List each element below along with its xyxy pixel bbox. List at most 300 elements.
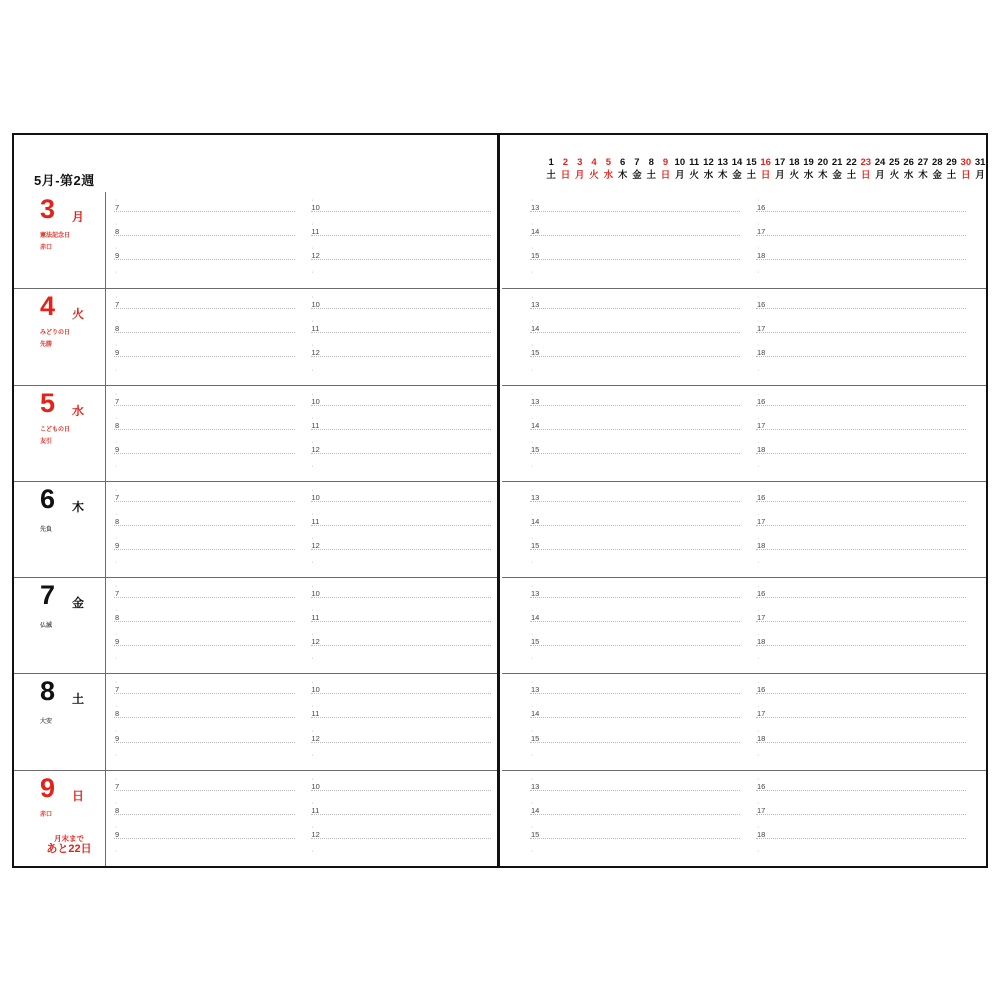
month-strip-day[interactable]	[887, 157, 901, 182]
hour-slot[interactable]	[106, 747, 303, 771]
hour-slot[interactable]	[303, 698, 500, 722]
hour-slot[interactable]	[106, 506, 303, 530]
hour-slot[interactable]	[522, 240, 748, 264]
day-header	[14, 482, 106, 577]
hour-slot[interactable]	[522, 626, 748, 650]
write-line	[756, 501, 966, 502]
hour-slot[interactable]	[522, 337, 748, 361]
hour-slot[interactable]	[748, 240, 974, 264]
month-strip-date: 11	[689, 157, 700, 168]
month-strip-weekday: 火	[589, 170, 599, 181]
hour-slot[interactable]	[303, 795, 500, 819]
hour-slot[interactable]	[748, 313, 974, 337]
write-line	[114, 838, 295, 839]
hour-slot[interactable]	[303, 482, 500, 506]
half-hour-dot: ·	[531, 607, 534, 615]
write-line	[756, 332, 966, 333]
left-page	[14, 135, 499, 866]
day-rokuyou-label: 先勝	[40, 342, 53, 349]
hour-slot[interactable]	[522, 698, 748, 722]
write-line	[756, 356, 966, 357]
hour-column	[522, 482, 748, 577]
hour-slot[interactable]	[303, 216, 500, 240]
write-line	[114, 501, 295, 502]
write-line	[530, 717, 740, 718]
write-line	[311, 405, 492, 406]
hour-slot[interactable]	[522, 434, 748, 458]
hour-slot[interactable]	[106, 722, 303, 746]
hour-slot[interactable]	[106, 698, 303, 722]
hour-slot[interactable]	[748, 578, 974, 602]
day-slot-area	[106, 289, 499, 384]
write-line	[756, 211, 966, 212]
day-header	[14, 771, 106, 866]
half-hour-dot: ·	[115, 294, 118, 302]
month-strip-weekday: 月	[775, 170, 785, 181]
month-strip-date: 15	[746, 157, 757, 168]
day-row-continuation[interactable]	[502, 770, 986, 866]
half-hour-dot: ·	[311, 655, 314, 663]
month-strip-day[interactable]	[859, 157, 873, 182]
day-slot-area	[106, 578, 499, 673]
hour-slot[interactable]	[106, 192, 303, 216]
day-number: 9	[40, 772, 56, 803]
hour-slot[interactable]	[303, 771, 500, 795]
half-hour-dot: ·	[311, 245, 314, 253]
hour-slot[interactable]	[522, 747, 748, 771]
day-number: 3	[40, 194, 56, 224]
hour-slot[interactable]	[522, 482, 748, 506]
month-strip-day[interactable]	[959, 157, 973, 182]
month-strip-weekday: 日	[560, 170, 571, 181]
hour-slot[interactable]	[748, 410, 974, 434]
hour-column	[303, 578, 500, 673]
hour-slot[interactable]	[748, 530, 974, 554]
hour-label: 13	[531, 781, 540, 791]
hour-slot[interactable]	[303, 434, 500, 458]
hour-label: 16	[757, 781, 766, 791]
day-header	[14, 386, 106, 481]
half-hour-dot: ·	[757, 703, 760, 711]
hour-slot[interactable]	[522, 819, 748, 843]
hour-slot[interactable]	[522, 650, 748, 674]
hour-slot[interactable]	[748, 674, 974, 698]
hour-slot[interactable]	[522, 386, 748, 410]
hour-slot[interactable]	[748, 554, 974, 578]
hour-label: 7	[115, 589, 120, 599]
hour-slot[interactable]	[303, 530, 500, 554]
half-hour-dot: ·	[531, 703, 534, 711]
write-line	[530, 405, 740, 406]
month-strip-day[interactable]	[801, 157, 815, 182]
hour-slot[interactable]	[303, 264, 500, 288]
month-strip-date: 1	[548, 157, 554, 168]
hour-slot[interactable]	[522, 458, 748, 482]
month-strip-day[interactable]	[573, 157, 587, 182]
hour-column	[522, 386, 748, 481]
hour-slot[interactable]	[106, 386, 303, 410]
month-strip-date: 13	[717, 157, 729, 168]
hour-slot[interactable]	[522, 289, 748, 313]
hour-label: 17	[757, 420, 766, 430]
day-slot-area	[522, 192, 974, 288]
half-hour-dot: ·	[311, 559, 314, 567]
month-strip-day[interactable]	[587, 157, 601, 182]
day-row-continuation[interactable]	[502, 385, 986, 481]
hour-label: 18	[757, 348, 766, 358]
hour-slot[interactable]	[522, 554, 748, 578]
month-strip-day[interactable]	[601, 157, 615, 182]
write-line	[530, 645, 740, 646]
hour-slot[interactable]	[748, 434, 974, 458]
half-hour-dot: ·	[531, 390, 534, 398]
hour-slot[interactable]	[303, 192, 500, 216]
hour-slot[interactable]	[522, 192, 748, 216]
write-line	[311, 621, 492, 622]
hour-label: 16	[757, 685, 766, 695]
day-row[interactable]	[14, 481, 499, 577]
day-row-continuation[interactable]	[502, 288, 986, 384]
hour-slot[interactable]	[303, 722, 500, 746]
hour-column	[748, 386, 974, 481]
hour-slot[interactable]	[522, 578, 748, 602]
month-strip-day[interactable]	[902, 157, 916, 182]
month-strip-date: 12	[703, 157, 714, 168]
month-strip-day[interactable]	[944, 157, 958, 182]
half-hour-dot: ·	[311, 486, 314, 494]
hour-label: 18	[757, 444, 766, 454]
write-line	[530, 356, 740, 357]
half-hour-dot: ·	[115, 269, 118, 277]
hour-slot[interactable]	[106, 819, 303, 843]
hour-slot[interactable]	[522, 313, 748, 337]
hour-slot[interactable]	[106, 602, 303, 626]
hour-column	[106, 482, 303, 577]
write-line	[530, 308, 740, 309]
hour-slot[interactable]	[106, 771, 303, 795]
half-hour-dot: ·	[531, 559, 534, 567]
half-hour-dot: ·	[531, 583, 534, 591]
hour-slot[interactable]	[106, 650, 303, 674]
half-hour-dot: ·	[757, 390, 760, 398]
half-hour-dot: ·	[757, 462, 760, 470]
half-hour-dot: ·	[757, 294, 760, 302]
hour-slot[interactable]	[303, 674, 500, 698]
hour-label: 10	[311, 589, 320, 599]
hour-slot[interactable]	[303, 313, 500, 337]
month-strip-day[interactable]	[701, 157, 715, 182]
hour-label: 10	[311, 492, 320, 502]
hour-label: 10	[311, 396, 320, 406]
month-strip-date: 21	[831, 157, 843, 168]
month-strip-day[interactable]	[730, 157, 744, 182]
half-hour-dot: ·	[531, 799, 534, 807]
hour-slot[interactable]	[748, 722, 974, 746]
write-line	[114, 549, 295, 550]
day-row-continuation[interactable]	[502, 192, 986, 288]
month-strip-date: 29	[946, 157, 957, 168]
month-strip-day[interactable]	[658, 157, 672, 182]
month-strip-day[interactable]	[616, 157, 630, 182]
month-strip-date: 8	[648, 157, 654, 168]
day-row[interactable]	[14, 577, 499, 673]
hour-label: 11	[311, 709, 320, 719]
half-hour-dot: ·	[757, 510, 760, 518]
month-strip-weekday: 水	[603, 170, 614, 181]
month-strip-date: 4	[591, 157, 597, 168]
hour-slot[interactable]	[106, 626, 303, 650]
write-line	[311, 332, 492, 333]
month-strip-date: 9	[662, 157, 669, 168]
hour-slot[interactable]	[748, 819, 974, 843]
hour-label: 18	[757, 540, 766, 550]
write-line	[756, 717, 966, 718]
hour-label: 15	[531, 348, 540, 358]
month-strip-day[interactable]	[787, 157, 801, 182]
hour-slot[interactable]	[303, 843, 500, 867]
hour-slot[interactable]	[303, 650, 500, 674]
month-strip-day[interactable]	[744, 157, 758, 182]
write-line	[530, 259, 740, 260]
hour-slot[interactable]	[748, 458, 974, 482]
month-strip-day[interactable]	[759, 157, 773, 182]
month-strip-weekday: 木	[818, 170, 828, 181]
month-strip-date: 17	[774, 157, 786, 168]
half-hour-dot: ·	[531, 486, 534, 494]
hour-label: 13	[531, 685, 540, 695]
hour-label: 12	[311, 540, 320, 550]
hour-label: 16	[757, 396, 766, 406]
hour-slot[interactable]	[106, 410, 303, 434]
hour-label: 12	[311, 637, 320, 647]
month-strip-day[interactable]	[716, 157, 730, 182]
half-hour-dot: ·	[531, 197, 534, 205]
hour-label: 13	[531, 203, 540, 213]
hour-column	[303, 289, 500, 384]
half-hour-dot: ·	[757, 318, 760, 326]
day-row[interactable]	[14, 770, 499, 866]
day-rokuyou-label: 仏滅	[40, 623, 53, 630]
hour-slot[interactable]	[748, 289, 974, 313]
half-hour-dot: ·	[757, 775, 760, 783]
hour-slot[interactable]	[522, 795, 748, 819]
day-row[interactable]	[14, 673, 499, 769]
day-header	[14, 674, 106, 769]
hour-slot[interactable]	[303, 289, 500, 313]
month-strip-weekday: 日	[860, 170, 871, 181]
write-line	[311, 259, 492, 260]
write-line	[756, 693, 966, 694]
half-hour-dot: ·	[115, 438, 118, 446]
hour-slot[interactable]	[303, 361, 500, 385]
day-row[interactable]	[14, 192, 499, 288]
hour-slot[interactable]	[522, 602, 748, 626]
hour-slot[interactable]	[522, 530, 748, 554]
half-hour-dot: ·	[115, 197, 118, 205]
hour-slot[interactable]	[303, 506, 500, 530]
month-strip-date: 7	[634, 157, 640, 168]
half-hour-dot: ·	[531, 655, 534, 663]
half-hour-dot: ·	[531, 414, 534, 422]
hour-slot[interactable]	[522, 264, 748, 288]
hour-slot[interactable]	[106, 843, 303, 867]
day-row[interactable]	[14, 385, 499, 481]
month-strip-day[interactable]	[687, 157, 701, 182]
half-hour-dot: ·	[531, 510, 534, 518]
month-strip-day[interactable]	[830, 157, 844, 182]
hour-slot[interactable]	[106, 216, 303, 240]
hour-slot[interactable]	[748, 843, 974, 867]
hour-slot[interactable]	[303, 240, 500, 264]
hour-slot[interactable]	[748, 747, 974, 771]
write-line	[114, 790, 295, 791]
hour-slot[interactable]	[748, 602, 974, 626]
month-strip-day[interactable]	[630, 157, 644, 182]
hour-slot[interactable]	[106, 434, 303, 458]
write-line	[114, 356, 295, 357]
hour-slot[interactable]	[106, 240, 303, 264]
write-line	[756, 429, 966, 430]
hour-slot[interactable]	[522, 410, 748, 434]
month-strip-weekday: 金	[832, 170, 842, 181]
hour-slot[interactable]	[106, 264, 303, 288]
hour-slot[interactable]	[106, 578, 303, 602]
hour-slot[interactable]	[522, 722, 748, 746]
write-line	[530, 501, 740, 502]
month-strip-day[interactable]	[916, 157, 930, 182]
month-countdown	[36, 833, 102, 855]
hour-slot[interactable]	[303, 578, 500, 602]
hour-slot[interactable]	[748, 337, 974, 361]
month-strip-day[interactable]	[930, 157, 944, 182]
hour-slot[interactable]	[748, 216, 974, 240]
hour-slot[interactable]	[303, 386, 500, 410]
hour-slot[interactable]	[106, 795, 303, 819]
hour-slot[interactable]	[303, 458, 500, 482]
month-strip-day[interactable]	[673, 157, 687, 182]
half-hour-dot: ·	[311, 583, 314, 591]
day-row-continuation[interactable]	[502, 481, 986, 577]
write-line	[114, 235, 295, 236]
day-holiday-label: 憲法記念日	[40, 233, 71, 239]
hour-slot[interactable]	[748, 482, 974, 506]
hour-label: 18	[757, 733, 766, 743]
month-strip-date: 30	[960, 157, 972, 168]
hour-slot[interactable]	[748, 795, 974, 819]
hour-label: 15	[531, 733, 540, 743]
half-hour-dot: ·	[311, 799, 314, 807]
day-row-continuation[interactable]	[502, 577, 986, 673]
hour-slot[interactable]	[522, 361, 748, 385]
hour-slot[interactable]	[303, 337, 500, 361]
hour-slot[interactable]	[106, 313, 303, 337]
half-hour-dot: ·	[757, 438, 760, 446]
month-strip-date: 24	[874, 157, 886, 168]
hour-slot[interactable]	[106, 530, 303, 554]
hour-column	[748, 771, 974, 866]
hour-slot[interactable]	[303, 602, 500, 626]
day-weekday: 日	[72, 788, 85, 803]
hour-slot[interactable]	[303, 410, 500, 434]
hour-slot[interactable]	[522, 843, 748, 867]
month-strip-day[interactable]	[973, 157, 987, 182]
write-line	[530, 742, 740, 743]
hour-column	[106, 771, 303, 866]
hour-slot[interactable]	[522, 506, 748, 530]
hour-slot[interactable]	[748, 361, 974, 385]
hour-slot[interactable]	[303, 747, 500, 771]
hour-slot[interactable]	[522, 674, 748, 698]
write-line	[756, 259, 966, 260]
hour-slot[interactable]	[748, 264, 974, 288]
half-hour-dot: ·	[531, 631, 534, 639]
write-line	[311, 235, 492, 236]
half-hour-dot: ·	[115, 510, 118, 518]
hour-label: 8	[115, 227, 120, 237]
hour-slot[interactable]	[748, 506, 974, 530]
hour-label: 12	[311, 444, 320, 454]
right-day-rows	[502, 192, 986, 866]
hour-slot[interactable]	[106, 458, 303, 482]
hour-slot[interactable]	[748, 386, 974, 410]
hour-slot[interactable]	[522, 771, 748, 795]
month-strip-day[interactable]	[544, 157, 558, 182]
half-hour-dot: ·	[115, 390, 118, 398]
month-strip-day[interactable]	[844, 157, 858, 182]
hour-slot[interactable]	[106, 674, 303, 698]
month-strip-day[interactable]	[558, 157, 572, 182]
hour-slot[interactable]	[106, 361, 303, 385]
month-strip-day[interactable]	[644, 157, 658, 182]
day-slot-area	[106, 386, 499, 481]
hour-slot[interactable]	[303, 626, 500, 650]
half-hour-dot: ·	[115, 462, 118, 470]
write-line	[311, 645, 492, 646]
hour-slot[interactable]	[748, 698, 974, 722]
hour-slot[interactable]	[522, 216, 748, 240]
hour-slot[interactable]	[748, 626, 974, 650]
write-line	[756, 308, 966, 309]
hour-slot[interactable]	[106, 337, 303, 361]
hour-slot[interactable]	[106, 554, 303, 578]
month-strip-day[interactable]	[773, 157, 787, 182]
half-hour-dot: ·	[757, 751, 760, 759]
half-hour-dot: ·	[115, 583, 118, 591]
half-hour-dot: ·	[757, 197, 760, 205]
month-strip-date: 31	[974, 157, 986, 168]
write-line	[114, 453, 295, 454]
half-hour-dot: ·	[311, 823, 314, 831]
day-row[interactable]	[14, 288, 499, 384]
hour-slot[interactable]	[303, 819, 500, 843]
half-hour-dot: ·	[757, 245, 760, 253]
day-row-continuation[interactable]	[502, 673, 986, 769]
hour-slot[interactable]	[748, 192, 974, 216]
hour-slot[interactable]	[748, 650, 974, 674]
month-strip-day[interactable]	[873, 157, 887, 182]
write-line	[311, 525, 492, 526]
hour-slot[interactable]	[748, 771, 974, 795]
hour-slot[interactable]	[106, 289, 303, 313]
hour-label: 8	[115, 709, 120, 719]
month-strip-day[interactable]	[816, 157, 830, 182]
write-line	[530, 838, 740, 839]
hour-label: 9	[115, 829, 120, 839]
hour-slot[interactable]	[106, 482, 303, 506]
half-hour-dot: ·	[531, 318, 534, 326]
hour-slot[interactable]	[303, 554, 500, 578]
month-strip-date: 3	[577, 157, 583, 168]
